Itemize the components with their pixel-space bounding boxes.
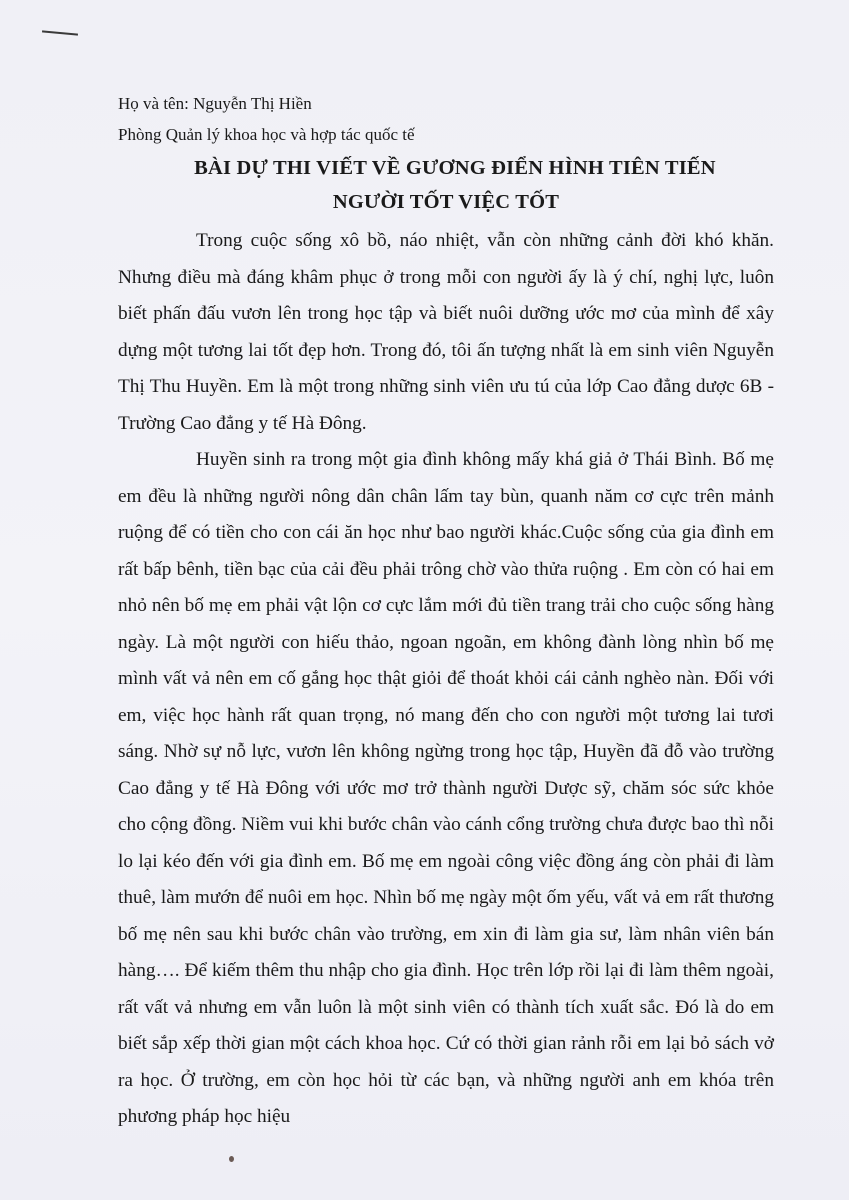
document-title-line-2: NGƯỜI TỐT VIỆC TỐT	[332, 191, 560, 213]
author-department-line: Phòng Quản lý khoa học và hợp tác quốc tế	[118, 125, 415, 144]
pen-mark	[42, 30, 78, 35]
author-name-line: Họ và tên: Nguyễn Thị Hiền	[118, 94, 312, 113]
paragraph-background: Huyền sinh ra trong một gia đình không mấy khá giả ở Thái Bình. Bố mẹ em đều là những người nông dân chân lấm tay bùn, quanh năm cơ cực trên mảnh ruộng để có tiền cho con cái ăn học như bao người khác.Cuộc sống của gia đình em rất bấp bênh, tiền bạc của cải đều phải trông chờ vào thửa ruộng . Em còn có hai em nhỏ nên bố mẹ em phải vật lộn cơ cực lắm mới đủ tiền trang trải cho cuộc sống hàng ngày. Là một người con hiếu thảo, ngoan ngoãn, em không đành lòng nhìn bố mẹ mình vất vả nên em cố gắng học thật giỏi để thoát khỏi cái cảnh nghèo nàn. Đối với em, việc học hành rất quan trọng, nó mang đến cho con người một tương lai tươi sáng. Nhờ sự nỗ lực, vươn lên không ngừng trong học tập, Huyền đã đỗ vào trường Cao đẳng y tế Hà Đông với ước mơ trở thành người Dược sỹ, chăm sóc sức khỏe cho cộng đồng. Niềm vui khi bước chân vào cánh cổng trường chưa được bao thì nỗi lo lại kéo đến với gia đình em. Bố mẹ em ngoài công việc đồng áng còn phải đi làm thuê, làm mướn để nuôi em học. Nhìn bố mẹ ngày một ốm yếu, vất vả em rất thương bố mẹ nên sau khi bước chân vào trường, em xin đi làm gia sư, làm nhân viên bán hàng…. Để kiếm thêm thu nhập cho gia đình. Học trên lớp rồi lại đi làm thêm ngoài, rất vất vả nhưng em vẫn luôn là một sinh viên có thành tích xuất sắc. Đó là do em biết sắp xếp thời gian một cách khoa học. Cứ có thời gian rảnh rỗi em lại bỏ sách vở ra học. Ở trường, em còn học hỏi từ các bạn, và những người anh em khóa trên phương pháp học hiệu	[118, 449, 774, 1127]
scan-speck	[229, 1156, 234, 1162]
document-body	[118, 88, 774, 1136]
document-title-line-1: BÀI DỰ THI VIẾT VỀ GƯƠNG ĐIỂN HÌNH TIÊN TIẾN	[194, 157, 716, 179]
paragraph-intro: Trong cuộc sống xô bồ, náo nhiệt, vẫn còn những cảnh đời khó khăn. Nhưng điều mà đáng khâm phục ở trong mỗi con người ấy là ý chí, nghị lực, luôn biết phấn đấu vươn lên trong học tập và biết nuôi dưỡng ước mơ của mình để xây dựng một tương lai tốt đẹp hơn. Trong đó, tôi ấn tượng nhất là em sinh viên Nguyễn Thị Thu Huyền. Em là một trong những sinh viên ưu tú của lớp Cao đẳng dược 6B - Trường Cao đẳng y tế Hà Đông.	[118, 230, 774, 434]
